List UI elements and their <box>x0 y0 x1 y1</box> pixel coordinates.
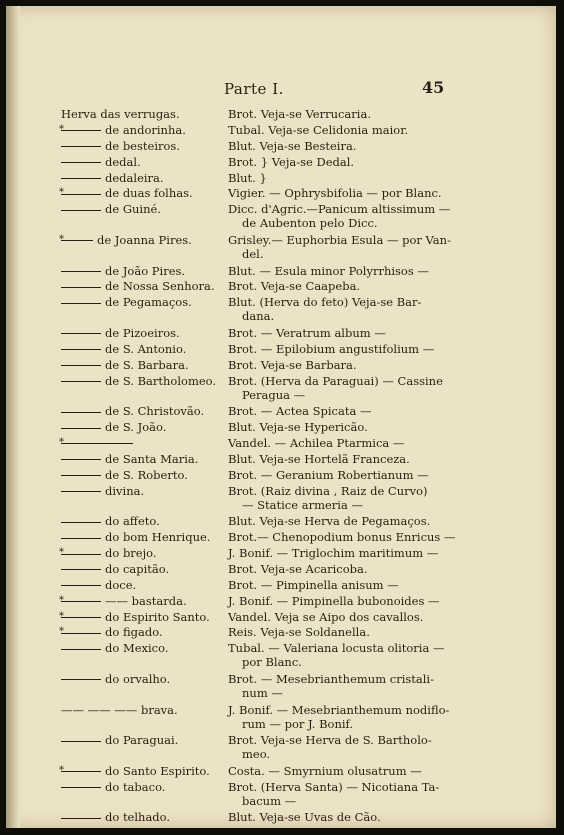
entry-reference <box>228 610 546 624</box>
entry-term-text: do capitão. <box>105 561 170 576</box>
glossary-entry <box>6 123 556 139</box>
entry-term-text: do tabaco. <box>105 779 166 794</box>
entry-term <box>61 594 231 608</box>
entry-term <box>61 404 231 418</box>
entry-reference <box>228 594 546 608</box>
entry-reference <box>228 171 546 185</box>
glossary-entry <box>6 326 556 342</box>
reference-line: Brot. — Epilobium angustifolium — <box>228 341 435 356</box>
glossary-entry <box>6 578 556 594</box>
reference-line: Brot. (Raiz divina , Raiz de Curvo) <box>228 483 428 498</box>
reference-line: Brot. } Veja-se Dedal. <box>228 154 355 169</box>
entry-term-text: do affeto. <box>105 514 160 529</box>
reference-line: Brot. (Herva da Paraguai) — Cassine <box>228 373 443 388</box>
glossary-entry <box>6 452 556 468</box>
asterisk-marker: * <box>59 594 64 606</box>
glossary-entry <box>6 374 556 405</box>
reference-line: — Statice armeria — <box>242 497 363 512</box>
entry-reference <box>228 342 546 356</box>
ditto-dash <box>61 271 101 272</box>
reference-line: Brot. (Herva Santa) — Nicotiana Ta- <box>228 779 440 794</box>
entry-term <box>61 641 231 655</box>
entry-term <box>61 186 231 200</box>
entry-term <box>61 780 231 794</box>
glossary-entry <box>6 171 556 187</box>
reference-line: Blut. } <box>228 170 267 185</box>
entry-reference <box>228 733 546 761</box>
glossary-entry <box>6 546 556 562</box>
entry-term <box>61 107 231 121</box>
asterisk-marker: * <box>59 187 64 199</box>
entry-reference <box>228 202 546 230</box>
entry-reference <box>228 155 546 169</box>
asterisk-marker: * <box>59 626 64 638</box>
entry-term-text: de S. Barbara. <box>105 357 189 372</box>
glossary-entry <box>6 404 556 420</box>
entry-reference <box>228 562 546 576</box>
ditto-dash <box>61 146 101 147</box>
reference-line: Dicc. d'Agric.—Panicum altissimum — <box>228 202 451 217</box>
entry-term-text: de Joanna Pires. <box>97 232 192 247</box>
entry-term <box>61 264 231 278</box>
entry-term <box>61 123 231 137</box>
ditto-dash <box>61 522 101 523</box>
entry-term-text: de Pegamaços. <box>105 295 192 310</box>
ditto-dash <box>61 554 101 555</box>
entry-term-text: do Espirito Santo. <box>105 609 210 624</box>
entry-term-text: do Mexico. <box>105 641 169 656</box>
glossary-list <box>6 107 556 826</box>
entry-reference <box>228 186 546 200</box>
reference-line: num — <box>242 685 283 700</box>
glossary-entry <box>6 295 556 326</box>
reference-line: Peragua — <box>242 387 306 402</box>
entry-reference <box>228 420 546 434</box>
reference-line: Grisley.— Euphorbia Esula — por Van- <box>228 232 451 247</box>
reference-line: Brot. Veja-se Acaricoba. <box>228 561 368 576</box>
reference-line: Brot. Veja-se Caapeba. <box>228 279 361 294</box>
glossary-entry <box>6 484 556 515</box>
entry-term-text: Herva das verrugas. <box>61 107 180 121</box>
reference-line: Brot. — Veratrum album — <box>228 325 386 340</box>
entry-term <box>61 374 231 388</box>
entry-term-text: de Guiné. <box>105 202 161 217</box>
entry-reference <box>228 326 546 340</box>
ditto-dash <box>61 240 93 241</box>
entry-term-text: de duas folhas. <box>105 186 193 201</box>
asterisk-marker: * <box>59 233 64 245</box>
running-header: Parte I. <box>224 80 284 98</box>
entry-term-text: de João Pires. <box>105 263 186 278</box>
reference-line: Reis. Veja-se Soldanella. <box>228 625 370 640</box>
entry-reference <box>228 295 546 323</box>
ditto-dash <box>61 491 101 492</box>
reference-line: Vigier. — Ophrysbifolia — por Blanc. <box>228 186 442 201</box>
asterisk-marker: * <box>59 547 64 558</box>
ditto-dash <box>61 412 101 413</box>
glossary-entry <box>6 436 556 452</box>
entry-term-text: —— —— —— brava. <box>61 702 178 717</box>
entry-reference <box>228 452 546 466</box>
reference-line: Blut. Veja-se Hypericão. <box>228 420 368 435</box>
reference-line: Brot. — Mesebrianthemum cristali- <box>228 671 434 686</box>
entry-reference <box>228 764 546 778</box>
glossary-entry <box>6 514 556 530</box>
reference-line: Brot. Veja-se Herva de S. Bartholo- <box>228 733 432 748</box>
reference-line: J. Bonif. — Mesebrianthemum nodiflo- <box>228 702 450 717</box>
reference-line: Brot. — Actea Spicata — <box>228 404 372 419</box>
entry-reference <box>228 546 546 560</box>
asterisk-marker: * <box>59 123 64 135</box>
reference-line: Brot. — Geranium Robertianum — <box>228 467 429 482</box>
entry-term <box>61 562 231 576</box>
glossary-entry <box>6 342 556 358</box>
entry-term-text: divina. <box>105 483 145 498</box>
glossary-entry <box>6 202 556 233</box>
ditto-dash <box>61 617 101 618</box>
glossary-entry <box>6 139 556 155</box>
ditto-dash <box>61 475 101 476</box>
entry-term <box>61 733 231 747</box>
entry-reference <box>228 358 546 372</box>
ditto-dash <box>61 287 101 288</box>
entry-term-text: de S. Bartholomeo. <box>105 373 217 388</box>
entry-term-text: doce. <box>105 577 137 592</box>
entry-reference <box>228 139 546 153</box>
entry-reference <box>228 514 546 528</box>
reference-line: Tubal. Veja-se Celidonia maior. <box>228 122 409 137</box>
ditto-dash <box>61 194 101 195</box>
entry-reference <box>228 625 546 639</box>
entry-term-text: do telhado. <box>105 810 171 825</box>
reference-line: bacum — <box>242 793 297 808</box>
ditto-dash <box>61 585 101 586</box>
ditto-dash <box>61 787 101 788</box>
reference-line: Costa. — Smyrnium olusatrum — <box>228 763 422 778</box>
ditto-dash <box>61 459 101 460</box>
ditto-dash <box>61 538 101 539</box>
entry-reference <box>228 810 546 824</box>
entry-term <box>61 295 231 309</box>
entry-term-text: do Santo Espirito. <box>105 763 210 778</box>
glossary-entry <box>6 107 556 123</box>
ditto-dash <box>61 381 101 382</box>
glossary-entry <box>6 358 556 374</box>
entry-term <box>61 202 231 216</box>
entry-term <box>61 420 231 434</box>
entry-term-text: de S. Christovão. <box>105 404 205 419</box>
glossary-entry <box>6 594 556 610</box>
entry-term-text: de besteiros. <box>105 138 180 153</box>
asterisk-marker: * <box>59 764 64 776</box>
glossary-entry <box>6 810 556 826</box>
entry-reference <box>228 436 546 450</box>
ditto-dash <box>61 679 101 680</box>
reference-line: Blut. Veja-se Herva de Pegamaços. <box>228 514 431 529</box>
reference-line: Blut. Veja-se Besteira. <box>228 138 357 153</box>
entry-term <box>61 358 231 372</box>
glossary-entry <box>6 641 556 672</box>
entry-term-text: dedaleira. <box>105 170 164 185</box>
entry-term-text: do Paraguai. <box>105 733 179 748</box>
entry-term <box>61 342 231 356</box>
entry-reference <box>228 530 546 544</box>
entry-term <box>61 672 231 686</box>
reference-line: dana. <box>242 309 275 324</box>
entry-term <box>61 546 231 560</box>
ditto-dash <box>61 178 101 179</box>
reference-line: del. <box>242 246 264 261</box>
entry-term <box>61 326 231 340</box>
entry-term <box>61 233 231 247</box>
entry-term <box>61 484 231 498</box>
glossary-entry <box>6 610 556 626</box>
glossary-entry <box>6 562 556 578</box>
ditto-dash <box>61 303 101 304</box>
entry-term <box>61 578 231 592</box>
entry-reference <box>228 107 546 121</box>
entry-reference <box>228 672 546 700</box>
entry-term <box>61 625 231 639</box>
entry-reference <box>228 123 546 137</box>
reference-line: J. Bonif. — Triglochim maritimum — <box>228 546 439 560</box>
ditto-dash <box>61 349 101 350</box>
entry-term <box>61 279 231 293</box>
glossary-entry <box>6 625 556 641</box>
glossary-entry <box>6 264 556 280</box>
ditto-dash <box>61 162 101 163</box>
entry-term <box>61 171 231 185</box>
reference-line: Blut. (Herva do feto) Veja-se Bar- <box>228 295 422 310</box>
reference-line: Brot. Veja-se Barbara. <box>228 357 357 372</box>
entry-term-text: do figado. <box>105 625 163 640</box>
entry-term-text: de S. Antonio. <box>105 341 187 356</box>
entry-term-text: dedal. <box>105 154 141 169</box>
reference-line: Vandel. Veja se Aipo dos cavallos. <box>228 609 424 624</box>
ditto-dash <box>61 633 101 634</box>
glossary-entry <box>6 468 556 484</box>
entry-reference <box>228 404 546 418</box>
entry-term-text: do bom Henrique. <box>105 530 211 545</box>
glossary-entry <box>6 703 556 734</box>
ditto-dash <box>61 569 101 570</box>
entry-reference <box>228 233 546 261</box>
reference-line: Brot. — Pimpinella anisum — <box>228 577 399 592</box>
glossary-entry <box>6 279 556 295</box>
glossary-entry <box>6 530 556 546</box>
ditto-dash <box>61 210 101 211</box>
entry-term-text: de S. Roberto. <box>105 467 188 482</box>
entry-term <box>61 514 231 528</box>
ditto-dash <box>61 818 101 819</box>
ditto-dash <box>61 771 101 772</box>
entry-term <box>61 764 231 778</box>
reference-line: Brot.— Chenopodium bonus Enricus — <box>228 530 456 545</box>
reference-line: por Blanc. <box>242 655 302 670</box>
entry-term <box>61 610 231 624</box>
glossary-entry <box>6 420 556 436</box>
page-number: 45 <box>422 78 445 97</box>
entry-reference <box>228 484 546 512</box>
asterisk-marker: * <box>59 610 64 622</box>
ditto-dash <box>61 130 101 131</box>
glossary-entry <box>6 764 556 780</box>
entry-term <box>61 468 231 482</box>
glossary-entry <box>6 780 556 811</box>
entry-term-text: —— bastarda. <box>105 593 187 608</box>
ditto-dash <box>61 333 101 334</box>
reference-line: rum — por J. Bonif. <box>242 716 354 731</box>
reference-line: meo. <box>242 747 271 762</box>
entry-term <box>61 452 231 466</box>
asterisk-marker: * <box>59 436 64 448</box>
ditto-dash <box>61 428 101 429</box>
book-page <box>6 6 556 828</box>
entry-reference <box>228 641 546 669</box>
entry-reference <box>228 780 546 808</box>
entry-term <box>61 139 231 153</box>
glossary-entry <box>6 155 556 171</box>
entry-term <box>61 530 231 544</box>
entry-term <box>61 436 231 450</box>
reference-line: Tubal. — Valeriana locusta olitoria — <box>228 641 445 656</box>
entry-reference <box>228 468 546 482</box>
entry-term-text: de andorinha. <box>105 122 186 137</box>
entry-reference <box>228 703 546 731</box>
reference-line: Blut. Veja-se Uvas de Cão. <box>228 810 381 825</box>
glossary-entry <box>6 733 556 764</box>
entry-term-text: de Nossa Senhora. <box>105 279 215 294</box>
glossary-entry <box>6 233 556 264</box>
reference-line: Brot. Veja-se Verrucaria. <box>228 107 371 121</box>
entry-term-text: de S. João. <box>105 420 167 435</box>
ditto-dash <box>61 601 101 602</box>
entry-reference <box>228 279 546 293</box>
entry-reference <box>228 374 546 402</box>
entry-term <box>61 703 231 717</box>
reference-line: Blut. — Esula minor Polyrrhisos — <box>228 263 429 278</box>
glossary-entry <box>6 186 556 202</box>
ditto-dash <box>61 649 101 650</box>
entry-reference <box>228 578 546 592</box>
entry-reference <box>228 264 546 278</box>
ditto-dash <box>61 365 101 366</box>
reference-line: Blut. Veja-se Hortelã Franceza. <box>228 451 410 466</box>
ditto-dash <box>61 443 133 444</box>
entry-term <box>61 810 231 824</box>
entry-term-text: de Santa Maria. <box>105 451 199 466</box>
entry-term <box>61 155 231 169</box>
entry-term-text: de Pizoeiros. <box>105 325 180 340</box>
entry-term-text: do brejo. <box>105 546 157 560</box>
ditto-dash <box>61 741 101 742</box>
reference-line: de Aubenton pelo Dicc. <box>242 216 378 231</box>
reference-line: J. Bonif. — Pimpinella bubonoides — <box>228 593 440 608</box>
reference-line: Vandel. — Achilea Ptarmica — <box>228 435 405 450</box>
entry-term-text: do orvalho. <box>105 671 171 686</box>
glossary-entry <box>6 672 556 703</box>
